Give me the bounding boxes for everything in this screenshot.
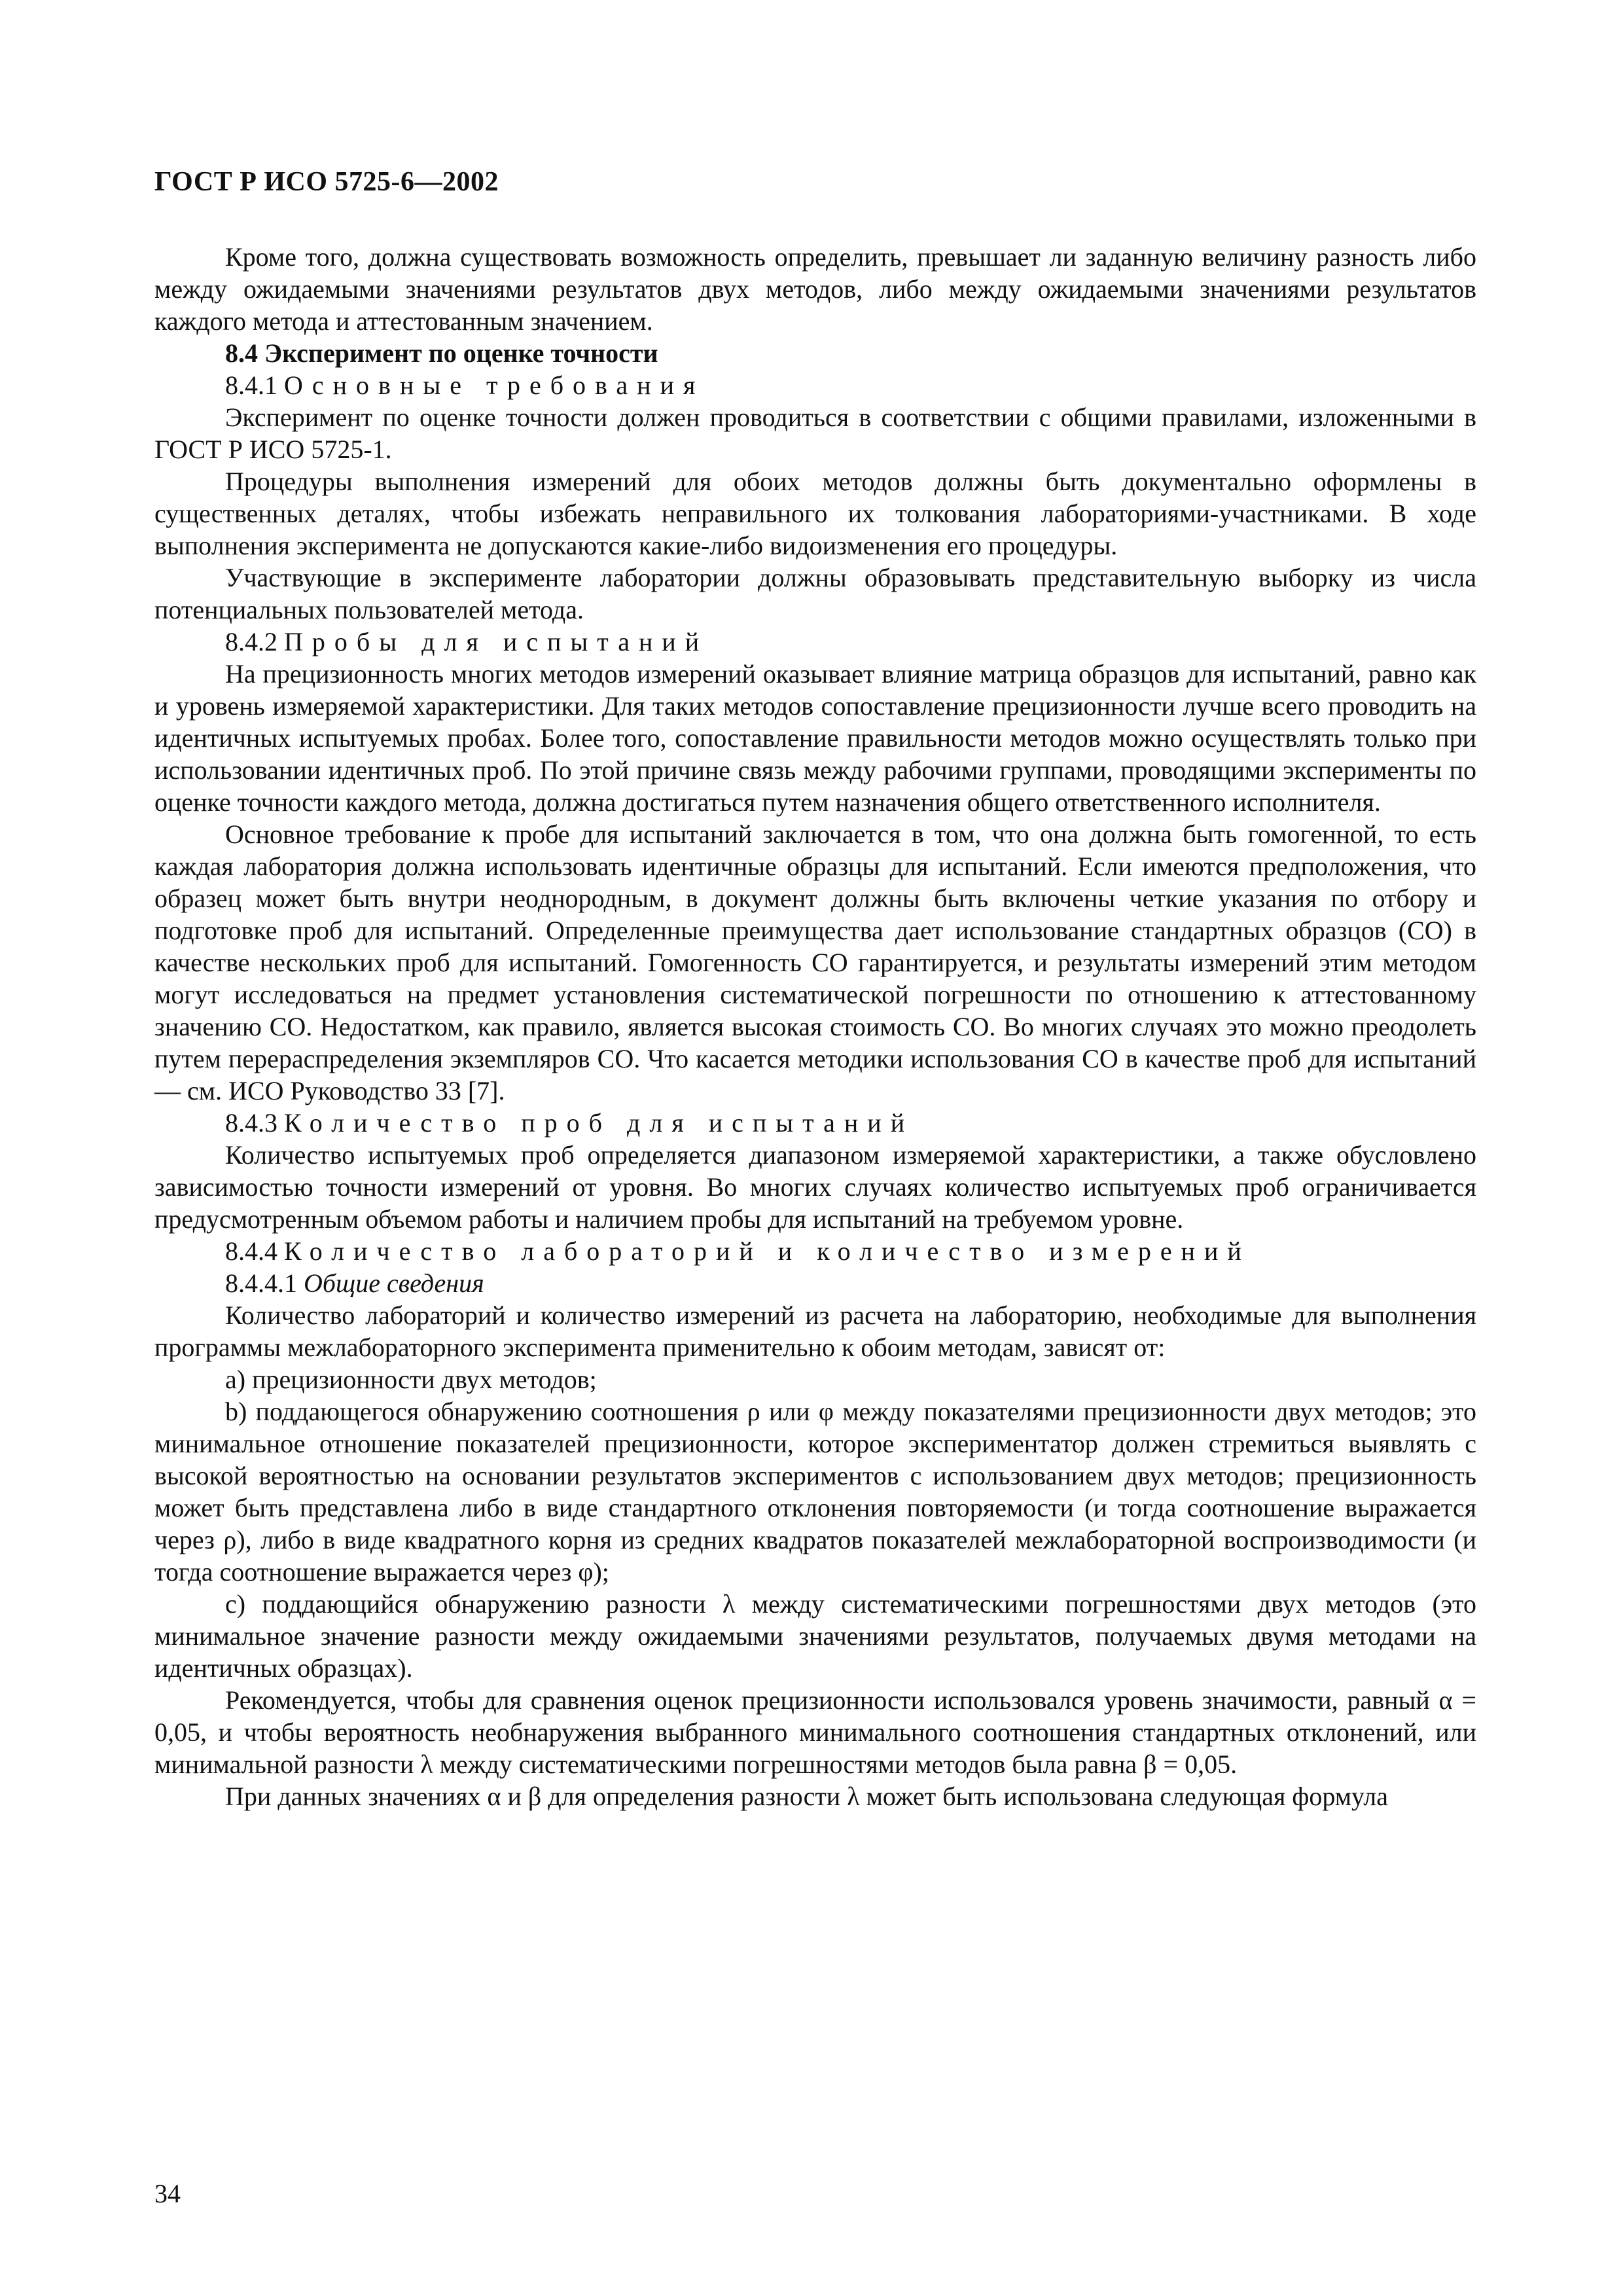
paragraph: Участвующие в эксперименте лаборатории должны образовывать представительную выборку из числа потенциальных пользователей метода. [154,563,1476,624]
subsection-number: 8.4.2 [225,627,277,656]
subsection-title: Основные требования [284,370,705,400]
list-item-a: а) прецизионности двух методов; [225,1365,597,1394]
section-heading-8-4: 8.4 Эксперимент по оценке точности [225,338,658,368]
document-body [154,241,1476,1812]
subsection-title: Количество лабораторий и количество измерений [284,1236,1251,1266]
subsection-title: Пробы для испытаний [284,627,709,656]
paragraph: Рекомендуется, чтобы для сравнения оценок прецизионности использовался уровень значимости, равный α = 0,05, и чтобы вероятность необнаружения выбранного минимального соотношения стандартных отклонений, или минимальной разности λ между систематическими погрешностями методов была равна β = 0,05. [154,1685,1476,1779]
document-page [154,0,1476,2296]
paragraph: На прецизионность многих методов измерений оказывает влияние матрица образцов для испытаний, равно как и уровень измеряемой характеристики. Для таких методов сопоставление прецизионности лучше всего проводить на идентичных испытуемых пробах. Более того, сопоставление правильности методов можно осуществлять только при использовании идентичных проб. По этой причине связь между рабочими группами, проводящими эксперименты по оценке точности каждого метода, должна достигаться путем назначения общего ответственного исполнителя. [154,659,1476,817]
subsection-title: Общие сведения [304,1268,484,1298]
page-number: 34 [154,2179,181,2208]
paragraph: Количество испытуемых проб определяется диапазоном измеряемой характеристики, а также обусловлено зависимостью точности измерений от уровня. Во многих случаях количество испытуемых проб ограничивается предусмотренным объемом работы и наличием пробы для испытаний на требуемом уровне. [154,1140,1476,1234]
subsection-number: 8.4.1 [225,370,277,400]
subsection-number: 8.4.4 [225,1236,277,1266]
paragraph: Эксперимент по оценке точности должен проводиться в соответствии с общими правилами, изложенными в ГОСТ Р ИСО 5725-1. [154,403,1476,464]
paragraph: Основное требование к пробе для испытаний заключается в том, что она должна быть гомогенной, то есть каждая лаборатория должна использовать идентичные образцы для испытаний. Если имеются предположения, что образец может быть внутри неоднородным, в документ должны быть включены четкие указания по отбору и подготовке проб для испытаний. Определенные преимущества дает использование стандартных образцов (СО) в качестве нескольких проб для испытаний. Гомогенность СО гарантируется, и результаты измерений этим методом могут исследоваться на предмет установления систематической погрешности по отношению к аттестованному значению СО. Недостатком, как правило, является высокая стоимость СО. Во многих случаях это можно преодолеть путем перераспределения экземпляров СО. Что касается методики использования СО в качестве проб для испытаний — см. ИСО Руководство 33 [7]. [154,819,1476,1105]
paragraph: Кроме того, должна существовать возможность определить, превышает ли заданную величину разность либо между ожидаемыми значениями результатов двух методов, либо между ожидаемыми значениями результатов каждого метода и аттестованным значением. [154,242,1476,336]
subsection-heading-8-4-4-1 [154,1267,1476,1299]
subsection-title: Количество проб для испытаний [284,1108,914,1138]
document-header: ГОСТ Р ИСО 5725-6—2002 [154,167,499,197]
paragraph: При данных значениях α и β для определения разности λ может быть использована следующая формула [225,1782,1389,1811]
subsection-heading-8-4-2 [154,626,1476,658]
subsection-heading-8-4-1 [154,369,1476,401]
paragraph: Процедуры выполнения измерений для обоих методов должны быть документально оформлены в существенных деталях, чтобы избежать неправильного их толкования лабораториями-участниками. В ходе выполнения эксперимента не допускаются какие-либо видоизменения его процедуры. [154,467,1476,560]
list-item-c: с) поддающийся обнаружению разности λ между систематическими погрешностями двух методов (это минимальное значение разности между ожидаемыми значениями результатов, получаемых двумя методами на идентичных образцах). [154,1589,1476,1683]
subsection-number: 8.4.3 [225,1108,277,1138]
subsection-heading-8-4-4 [154,1235,1476,1267]
subsection-heading-8-4-3 [154,1107,1476,1139]
subsection-number: 8.4.4.1 [225,1268,297,1298]
list-item-b: b) поддающегося обнаружению соотношения ρ или φ между показателями прецизионности двух методов; это минимальное отношение показателей прецизионности, которое экспериментатор должен стремиться выявлять с высокой вероятностью на основании результатов экспериментов с использованием двух методов; прецизионность может быть представлена либо в виде стандартного отклонения повторяемости (и тогда соотношение выражается через ρ), либо в виде квадратного корня из средних квадратов показателей межлабораторной воспроизводимости (и тогда соотношение выражается через φ); [154,1397,1476,1587]
paragraph: Количество лабораторий и количество измерений из расчета на лабораторию, необходимые для выполнения программы межлабораторного эксперимента применительно к обоим методам, зависят от: [154,1300,1476,1362]
